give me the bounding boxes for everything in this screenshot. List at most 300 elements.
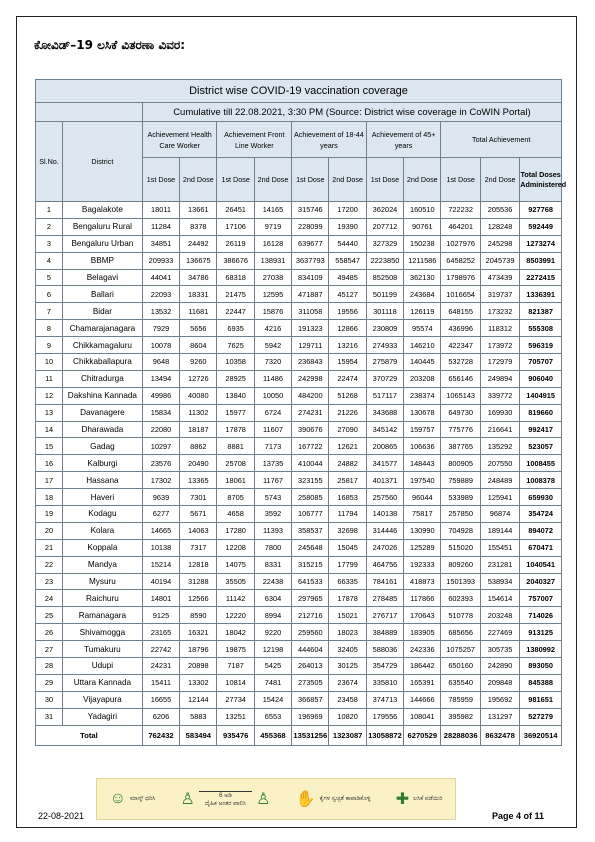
cell-value: 18042 [217, 624, 254, 641]
cell-value: 1027976 [441, 235, 480, 252]
cell-value: 341577 [366, 455, 403, 472]
cell-value: 12726 [180, 370, 217, 387]
cell-value: 515020 [441, 539, 480, 556]
banner-mask [110, 790, 156, 808]
cell-slno: 9 [36, 337, 63, 354]
col-district: District [62, 122, 142, 202]
cell-value: 183905 [404, 624, 441, 641]
col-dose2: 2nd Dose [480, 158, 519, 202]
cell-value: 1016654 [441, 286, 480, 303]
cell-district: Yadagiri [62, 708, 142, 725]
cell-value: 172979 [480, 354, 519, 371]
cell-value: 27734 [217, 691, 254, 708]
cell-district: Koppala [62, 539, 142, 556]
cell-slno: 23 [36, 573, 63, 590]
table-row [36, 438, 562, 455]
cell-value: 7187 [217, 658, 254, 675]
cell-value: 19390 [329, 218, 366, 235]
cell-value: 1075257 [441, 641, 480, 658]
cell-value: 311058 [292, 303, 329, 320]
cell-value: 273505 [292, 674, 329, 691]
cell-value: 362130 [404, 269, 441, 286]
cell-value: 1501393 [441, 573, 480, 590]
cell-value: 10138 [142, 539, 179, 556]
cell-value: 10050 [254, 387, 291, 404]
col-slno: Sl.No. [36, 122, 63, 202]
cell-total-doses: 819660 [520, 404, 562, 421]
cell-value: 436996 [441, 320, 480, 337]
cell-value: 473439 [480, 269, 519, 286]
cell-value: 386676 [217, 252, 254, 269]
cell-value: 11681 [180, 303, 217, 320]
cell-value: 12866 [329, 320, 366, 337]
cell-value: 13251 [217, 708, 254, 725]
cell-value: 387765 [441, 438, 480, 455]
cell-total-doses: 893050 [520, 658, 562, 675]
syringe-icon: ✚ [395, 791, 410, 808]
cell-value: 15876 [254, 303, 291, 320]
total-value: 6270529 [404, 725, 441, 745]
cell-value: 12621 [329, 438, 366, 455]
table-row [36, 404, 562, 421]
cell-value: 21226 [329, 404, 366, 421]
cell-value: 209848 [480, 674, 519, 691]
cell-value: 26119 [217, 235, 254, 252]
cell-value: 785959 [441, 691, 480, 708]
cell-value: 362024 [366, 202, 403, 219]
cell-value: 16321 [180, 624, 217, 641]
cell-district: Udupi [62, 658, 142, 675]
cell-value: 95574 [404, 320, 441, 337]
vaccination-table [35, 79, 567, 746]
col-dose1: 1st Dose [441, 158, 480, 202]
blank-cell [36, 103, 143, 122]
cell-value: 228099 [292, 218, 329, 235]
cell-district: Kolara [62, 522, 142, 539]
cell-value: 236843 [292, 354, 329, 371]
banner-mask-text: ಮಾಸ್ಕ್ ಧರಿಸಿ [129, 795, 156, 802]
cell-total-doses: 1336391 [520, 286, 562, 303]
cell-value: 242998 [292, 370, 329, 387]
cell-value: 15411 [142, 674, 179, 691]
cell-value: 264013 [292, 658, 329, 675]
cell-value: 15214 [142, 556, 179, 573]
cell-value: 34851 [142, 235, 179, 252]
cell-slno: 27 [36, 641, 63, 658]
total-value: 455368 [254, 725, 291, 745]
cell-value: 276717 [366, 607, 403, 624]
cell-value: 49986 [142, 387, 179, 404]
cell-value: 189144 [480, 522, 519, 539]
cell-value: 16655 [142, 691, 179, 708]
cell-value: 140138 [366, 506, 403, 523]
cell-district: Mandya [62, 556, 142, 573]
cell-total-doses: 527279 [520, 708, 562, 725]
table-row [36, 472, 562, 489]
cell-slno: 28 [36, 658, 63, 675]
cell-value: 35505 [217, 573, 254, 590]
table-row [36, 658, 562, 675]
cell-value: 96044 [404, 489, 441, 506]
cell-value: 16853 [329, 489, 366, 506]
cell-value: 775776 [441, 421, 480, 438]
cell-district: Hassana [62, 472, 142, 489]
cell-slno: 17 [36, 472, 63, 489]
cell-value: 131297 [480, 708, 519, 725]
cell-total-doses: 1040541 [520, 556, 562, 573]
cell-value: 144666 [404, 691, 441, 708]
cell-value: 784161 [366, 573, 403, 590]
cell-value: 23674 [329, 674, 366, 691]
footer-date: 22-08-2021 [38, 811, 85, 821]
table-row [36, 674, 562, 691]
cell-value: 10358 [217, 354, 254, 371]
col-total-doses: Total Doses Administered [520, 158, 562, 202]
cell-value: 230809 [366, 320, 403, 337]
cell-value: 106777 [292, 506, 329, 523]
cell-value: 11284 [142, 218, 179, 235]
cell-district: Dakshina Kannada [62, 387, 142, 404]
cell-value: 19875 [217, 641, 254, 658]
cell-slno: 19 [36, 506, 63, 523]
safety-banner [96, 778, 456, 820]
cell-district: Davanagere [62, 404, 142, 421]
cell-value: 8994 [254, 607, 291, 624]
cell-total-doses: 714026 [520, 607, 562, 624]
cell-value: 170643 [404, 607, 441, 624]
cell-value: 160510 [404, 202, 441, 219]
cell-value: 173972 [480, 337, 519, 354]
cell-value: 167722 [292, 438, 329, 455]
banner-handwash-text: ಕೈಗಳ ಸ್ವಚ್ಛತೆ ಕಾಪಾಡಿಕೊಳ್ಳಿ [319, 795, 371, 802]
cell-value: 205536 [480, 202, 519, 219]
cell-value: 314446 [366, 522, 403, 539]
cell-value: 17878 [329, 590, 366, 607]
cell-district: Bengaluru Rural [62, 218, 142, 235]
cell-total-doses: 596319 [520, 337, 562, 354]
cell-value: 510778 [441, 607, 480, 624]
cell-value: 130678 [404, 404, 441, 421]
cell-value: 15045 [329, 539, 366, 556]
cell-value: 12198 [254, 641, 291, 658]
cell-value: 15954 [329, 354, 366, 371]
table-row [36, 387, 562, 404]
cell-slno: 12 [36, 387, 63, 404]
cell-district: Tumakuru [62, 641, 142, 658]
table-row [36, 202, 562, 219]
cell-value: 247026 [366, 539, 403, 556]
cell-value: 5671 [180, 506, 217, 523]
table-row [36, 370, 562, 387]
cell-value: 13494 [142, 370, 179, 387]
cell-total-doses: 8503991 [520, 252, 562, 269]
table-row [36, 590, 562, 607]
person-icon: ♙ [180, 791, 195, 808]
cell-value: 126119 [404, 303, 441, 320]
cell-value: 301118 [366, 303, 403, 320]
cell-value: 249894 [480, 370, 519, 387]
cell-value: 8331 [254, 556, 291, 573]
cell-slno: 13 [36, 404, 63, 421]
cell-value: 410044 [292, 455, 329, 472]
hands-icon: ✋ [295, 791, 316, 808]
cell-slno: 5 [36, 269, 63, 286]
cell-value: 345142 [366, 421, 403, 438]
cell-value: 656146 [441, 370, 480, 387]
cell-total-doses: 659930 [520, 489, 562, 506]
cell-value: 8378 [180, 218, 217, 235]
cell-district: Chikkaballapura [62, 354, 142, 371]
cell-value: 13302 [180, 674, 217, 691]
cell-value: 195692 [480, 691, 519, 708]
col-dose2: 2nd Dose [404, 158, 441, 202]
cell-value: 464201 [441, 218, 480, 235]
cell-value: 125941 [480, 489, 519, 506]
cell-value: 129711 [292, 337, 329, 354]
cell-value: 22080 [142, 421, 179, 438]
table-row [36, 337, 562, 354]
cell-value: 179556 [366, 708, 403, 725]
table-row [36, 691, 562, 708]
person-icon: ♙ [256, 791, 271, 808]
cell-value: 22447 [217, 303, 254, 320]
cell-value: 8604 [180, 337, 217, 354]
cell-value: 197540 [404, 472, 441, 489]
cell-value: 154614 [480, 590, 519, 607]
table-row [36, 218, 562, 235]
cell-value: 17106 [217, 218, 254, 235]
cell-value: 588036 [366, 641, 403, 658]
cell-slno: 26 [36, 624, 63, 641]
cell-value: 22742 [142, 641, 179, 658]
cell-value: 9220 [254, 624, 291, 641]
cell-value: 18023 [329, 624, 366, 641]
cell-district: Belagavi [62, 269, 142, 286]
footer-page-number: Page 4 of 11 [492, 811, 545, 821]
cell-total-doses: 555308 [520, 320, 562, 337]
cell-value: 165391 [404, 674, 441, 691]
cell-value: 40080 [180, 387, 217, 404]
cell-value: 203248 [480, 607, 519, 624]
table-row [36, 269, 562, 286]
table-row [36, 607, 562, 624]
distance-value: 6 ಅಡಿ [219, 792, 232, 799]
cell-value: 90761 [404, 218, 441, 235]
cell-slno: 16 [36, 455, 63, 472]
cell-value: 13840 [217, 387, 254, 404]
cell-value: 305735 [480, 641, 519, 658]
cell-value: 75817 [404, 506, 441, 523]
cell-district: Ramanagara [62, 607, 142, 624]
cell-value: 30125 [329, 658, 366, 675]
cell-value: 14801 [142, 590, 179, 607]
cell-value: 15977 [217, 404, 254, 421]
cell-value: 12144 [180, 691, 217, 708]
cell-value: 471887 [292, 286, 329, 303]
cell-value: 13661 [180, 202, 217, 219]
cell-value: 11767 [254, 472, 291, 489]
cell-district: Raichuru [62, 590, 142, 607]
table-row [36, 624, 562, 641]
table-row [36, 641, 562, 658]
cell-value: 68318 [217, 269, 254, 286]
total-value: 762432 [142, 725, 179, 745]
cell-value: 135292 [480, 438, 519, 455]
col-dose2: 2nd Dose [254, 158, 291, 202]
cell-value: 17302 [142, 472, 179, 489]
cell-total-doses: 523057 [520, 438, 562, 455]
cell-value: 533989 [441, 489, 480, 506]
cell-value: 11486 [254, 370, 291, 387]
cell-value: 51268 [329, 387, 366, 404]
cell-value: 759889 [441, 472, 480, 489]
cell-value: 242336 [404, 641, 441, 658]
table-row [36, 522, 562, 539]
cell-value: 108041 [404, 708, 441, 725]
cell-value: 852508 [366, 269, 403, 286]
cell-total-doses: 757007 [520, 590, 562, 607]
cell-value: 18796 [180, 641, 217, 658]
table-body [36, 202, 562, 746]
cell-value: 7481 [254, 674, 291, 691]
cell-value: 335810 [366, 674, 403, 691]
cell-value: 13365 [180, 472, 217, 489]
cell-value: 6553 [254, 708, 291, 725]
cell-value: 23458 [329, 691, 366, 708]
cell-value: 118312 [480, 320, 519, 337]
cell-slno: 29 [36, 674, 63, 691]
cell-district: Bengaluru Urban [62, 235, 142, 252]
cell-value: 4658 [217, 506, 254, 523]
cell-value: 209933 [142, 252, 179, 269]
cell-value: 8590 [180, 607, 217, 624]
cell-value: 401371 [366, 472, 403, 489]
group-total: Total Achievement [441, 122, 562, 158]
cell-value: 14665 [142, 522, 179, 539]
cell-value: 186442 [404, 658, 441, 675]
distance-arrow [199, 791, 252, 808]
cell-total-doses: 1273274 [520, 235, 562, 252]
cell-value: 192333 [404, 556, 441, 573]
table-row [36, 489, 562, 506]
cell-value: 834109 [292, 269, 329, 286]
cell-total-doses: 2272415 [520, 269, 562, 286]
cell-slno: 6 [36, 286, 63, 303]
cell-value: 3592 [254, 506, 291, 523]
cell-value: 6206 [142, 708, 179, 725]
total-value: 583494 [180, 725, 217, 745]
cell-value: 18187 [180, 421, 217, 438]
vaccination-table-wrapper [35, 79, 567, 746]
cell-value: 207550 [480, 455, 519, 472]
table-row [36, 354, 562, 371]
cell-value: 128248 [480, 218, 519, 235]
cell-value: 54440 [329, 235, 366, 252]
cell-total-doses: 913125 [520, 624, 562, 641]
cell-total-doses: 670471 [520, 539, 562, 556]
cell-value: 27090 [329, 421, 366, 438]
table-row [36, 320, 562, 337]
cell-value: 212716 [292, 607, 329, 624]
total-value: 1323087 [329, 725, 366, 745]
cell-value: 23165 [142, 624, 179, 641]
total-row [36, 725, 562, 745]
cell-value: 96874 [480, 506, 519, 523]
cell-slno: 21 [36, 539, 63, 556]
cell-value: 27038 [254, 269, 291, 286]
cell-value: 196969 [292, 708, 329, 725]
cell-total-doses: 1404915 [520, 387, 562, 404]
cell-value: 10297 [142, 438, 179, 455]
cell-value: 538934 [480, 573, 519, 590]
cell-value: 4216 [254, 320, 291, 337]
cell-value: 257560 [366, 489, 403, 506]
cell-slno: 7 [36, 303, 63, 320]
banner-vaccine [396, 789, 443, 809]
cell-value: 13532 [142, 303, 179, 320]
table-row [36, 455, 562, 472]
cell-value: 464756 [366, 556, 403, 573]
cell-value: 31288 [180, 573, 217, 590]
cell-slno: 20 [36, 522, 63, 539]
cell-value: 327329 [366, 235, 403, 252]
col-dose1: 1st Dose [366, 158, 403, 202]
cell-value: 173232 [480, 303, 519, 320]
cell-district: Chikkamagaluru [62, 337, 142, 354]
cell-value: 2223850 [366, 252, 403, 269]
cell-value: 6304 [254, 590, 291, 607]
cell-value: 8881 [217, 438, 254, 455]
cell-value: 22474 [329, 370, 366, 387]
cell-value: 11302 [180, 404, 217, 421]
cell-value: 384889 [366, 624, 403, 641]
group-front-line: Achievement Front Line Worker [217, 122, 292, 158]
cell-value: 19556 [329, 303, 366, 320]
cell-value: 207712 [366, 218, 403, 235]
cell-value: 22438 [254, 573, 291, 590]
cell-district: Bidar [62, 303, 142, 320]
banner-handwash [296, 789, 371, 809]
cell-total-doses: 894072 [520, 522, 562, 539]
cell-value: 374713 [366, 691, 403, 708]
cell-total-doses: 592449 [520, 218, 562, 235]
cell-value: 10078 [142, 337, 179, 354]
cell-value: 7301 [180, 489, 217, 506]
cell-value: 17280 [217, 522, 254, 539]
cell-value: 5883 [180, 708, 217, 725]
banner-vaccine-text: ಲಸಿಕೆ ಪಡೆಯಿರಿ [413, 795, 443, 802]
cell-value: 200865 [366, 438, 403, 455]
cell-value: 13216 [329, 337, 366, 354]
cell-slno: 15 [36, 438, 63, 455]
table-row [36, 708, 562, 725]
cell-value: 23576 [142, 455, 179, 472]
cell-value: 9648 [142, 354, 179, 371]
cell-value: 245648 [292, 539, 329, 556]
group-health-care: Achievement Health Care Worker [142, 122, 217, 158]
table-row [36, 235, 562, 252]
cell-slno: 8 [36, 320, 63, 337]
cell-value: 6458252 [441, 252, 480, 269]
cell-value: 323155 [292, 472, 329, 489]
cell-value: 243684 [404, 286, 441, 303]
cell-value: 45127 [329, 286, 366, 303]
cell-value: 648155 [441, 303, 480, 320]
table-row [36, 539, 562, 556]
total-value: 8632478 [480, 725, 519, 745]
cell-value: 14165 [254, 202, 291, 219]
cell-district: Bagalakote [62, 202, 142, 219]
